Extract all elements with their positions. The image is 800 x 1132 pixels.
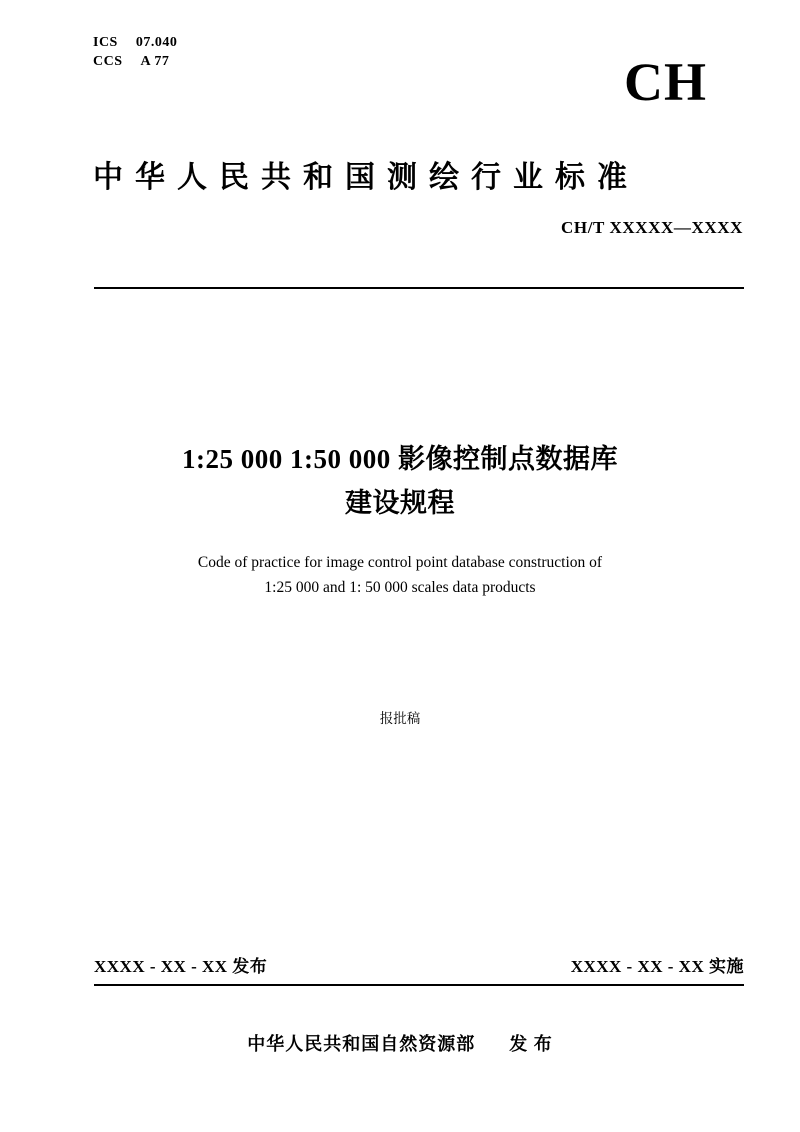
document-title-en-line2: 1:25 000 and 1: 50 000 scales data products: [264, 579, 536, 596]
publish-date: XXXX - XX - XX 发布: [94, 957, 268, 976]
issuer-line: [0, 1030, 800, 1056]
ccs-value: A 77: [140, 54, 170, 69]
standard-series-title: 中华人民共和国测绘行业标准: [93, 161, 639, 194]
ics-value: 07.040: [135, 35, 178, 50]
document-title-cn-line1: 1:25 000 1:50 000 影像控制点数据库: [182, 444, 618, 474]
implement-date: XXXX - XX - XX 实施: [570, 957, 744, 976]
ics-label: ICS: [93, 35, 118, 50]
ics-line: [93, 33, 707, 52]
document-title-cn: [0, 437, 800, 525]
draft-status: 报批稿: [379, 711, 421, 726]
header-divider: [94, 287, 744, 289]
ch-logo: CH: [624, 52, 707, 112]
footer-dates: [94, 952, 744, 977]
document-title-cn-line2: 建设规程: [345, 488, 455, 518]
document-title-en-line1: Code of practice for image control point database construction of: [197, 554, 603, 571]
issuer-name: 中华人民共和国自然资源部: [247, 1034, 476, 1054]
standard-code: CH/T XXXXX—XXXX: [561, 218, 743, 237]
ccs-label: CCS: [93, 54, 123, 69]
document-header: [93, 33, 707, 112]
document-title-en: [0, 550, 800, 600]
footer-divider: [94, 984, 744, 986]
issuer-action: 发 布: [509, 1034, 553, 1054]
ccs-line: [93, 52, 707, 71]
